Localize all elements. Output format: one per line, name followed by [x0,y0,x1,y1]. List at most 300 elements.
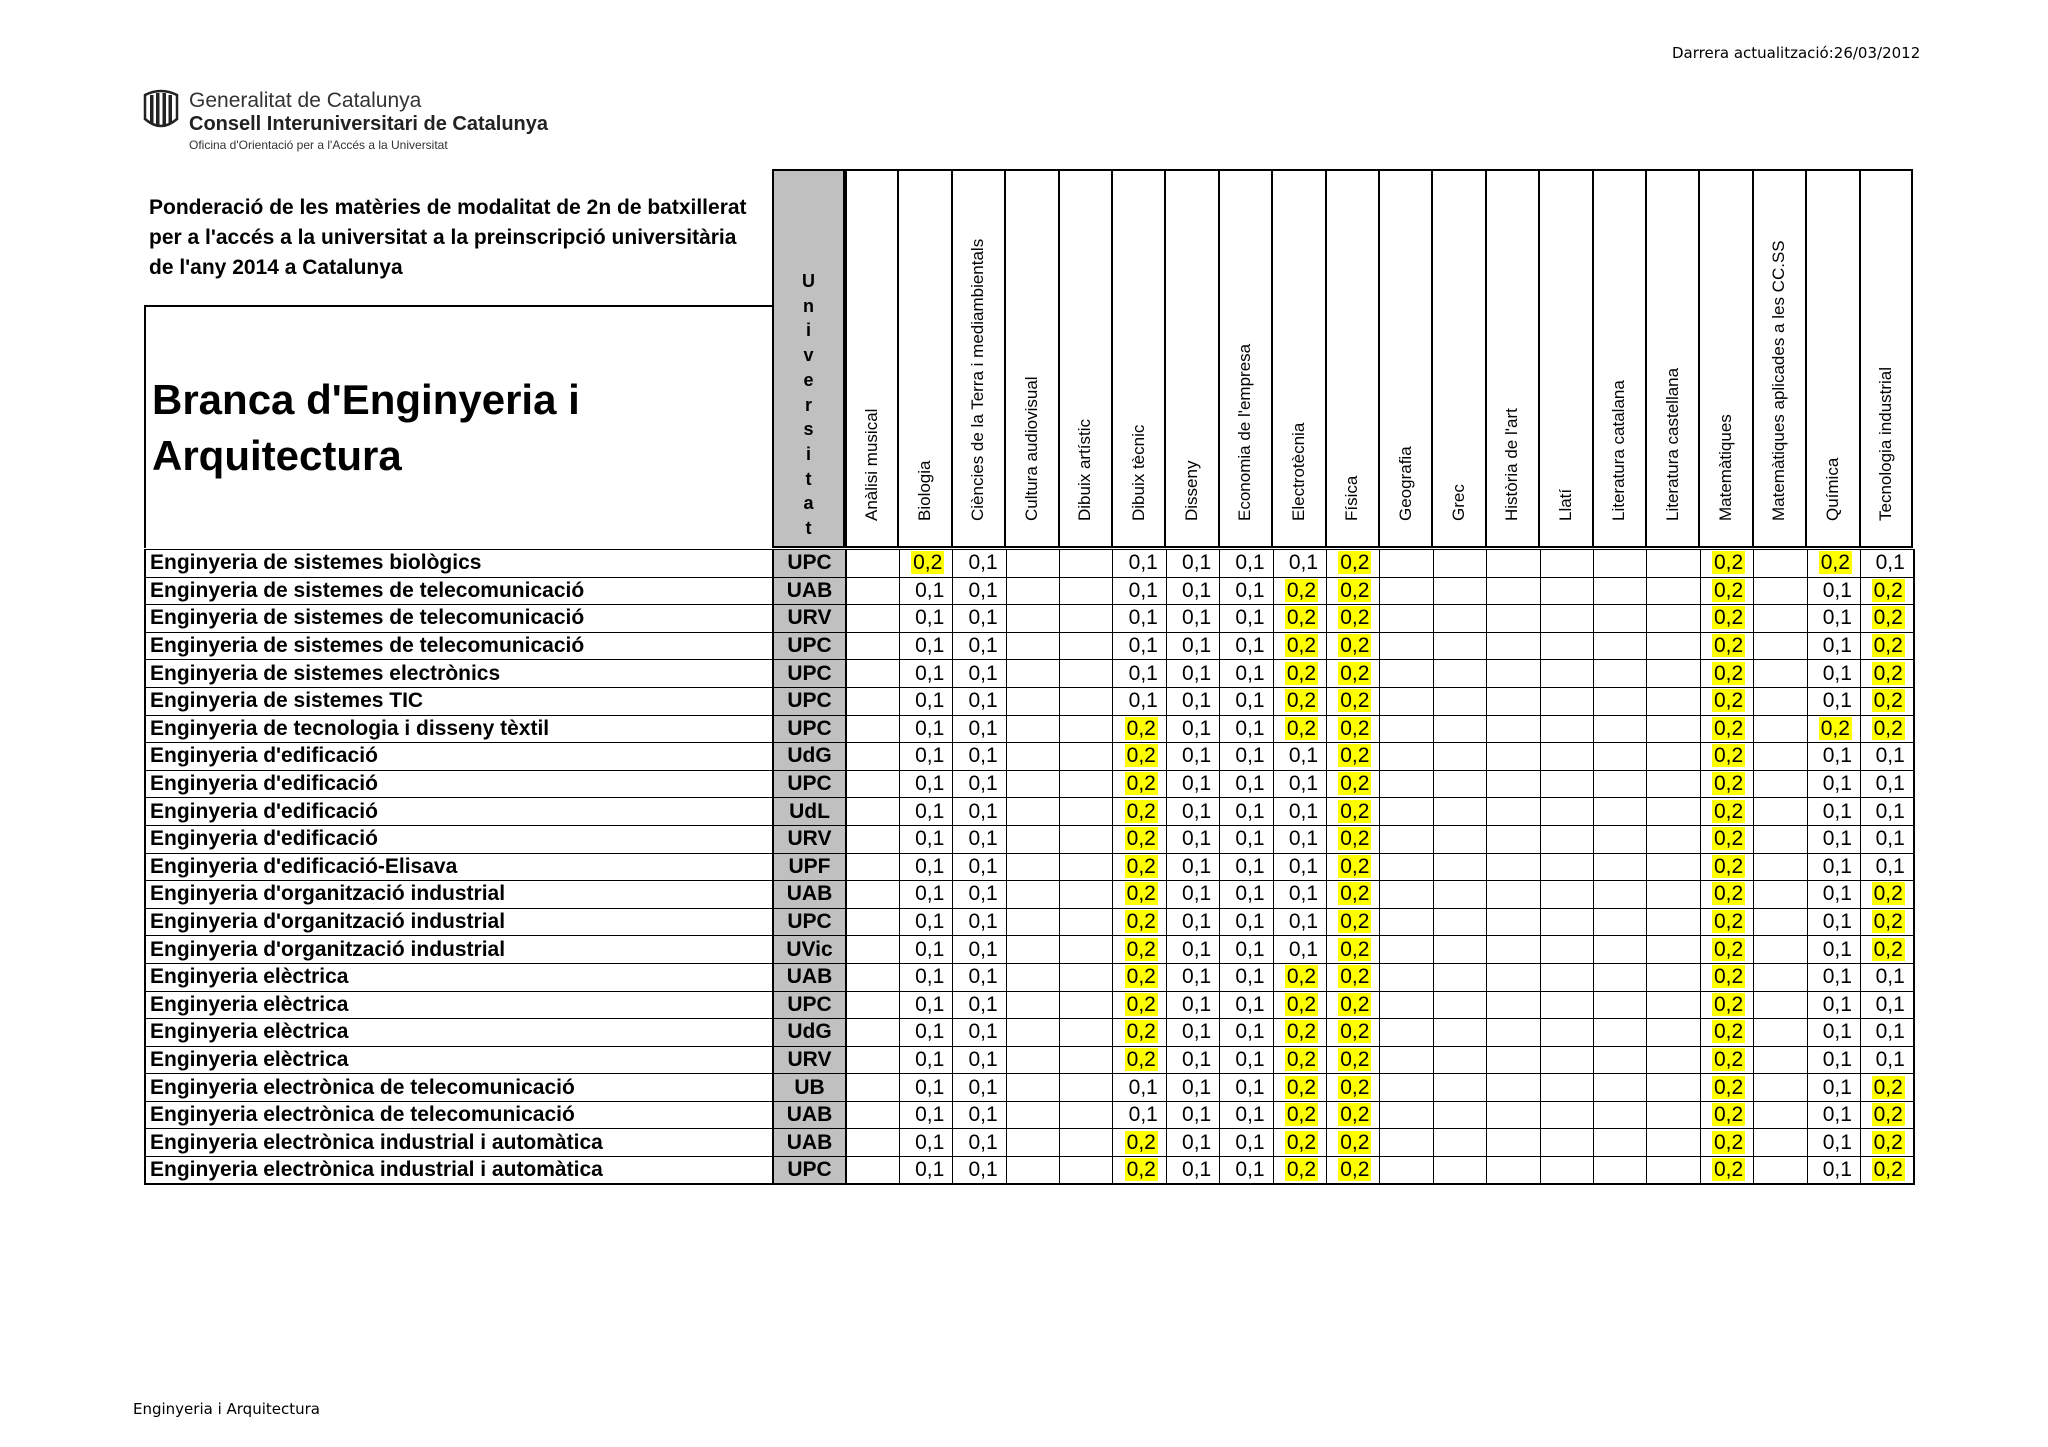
weight-cell [1273,1074,1326,1102]
weight-value: 0,1 [1822,854,1852,878]
subject-header-label: Química [1822,457,1842,521]
weight-cell [1166,605,1219,633]
weight-cell [1113,1046,1166,1074]
weight-cell [1647,660,1700,688]
weight-cell [953,1019,1006,1047]
weight-value: 0,1 [915,910,945,934]
weight-cell [1754,715,1807,743]
weight-cell [899,687,952,715]
weight-value: 0,1 [1875,992,1905,1016]
weight-cell [1060,632,1113,660]
weight-value: 0,1 [1235,1158,1265,1182]
weight-value: 0,1 [968,1020,998,1044]
subject-header [1539,169,1592,548]
weight-cell [1113,605,1166,633]
weight-cell [1220,1157,1273,1185]
weight-cell [1327,908,1380,936]
weight-cell [1807,605,1860,633]
weight-value: 0,1 [1875,772,1905,796]
weight-cell [1860,825,1913,853]
degree-name-cell: Enginyeria d'edificació [145,825,773,853]
weight-cell [1380,660,1433,688]
weight-cell [1540,1157,1593,1185]
weight-value: 0,1 [968,965,998,989]
weight-cell [1700,1074,1753,1102]
subject-header-label: Anàlisi musical [861,408,881,521]
weight-cell [1807,936,1860,964]
university-cell: URV [773,825,846,853]
weight-cell [1113,853,1166,881]
weight-cell [1113,743,1166,771]
university-cell: UPC [773,908,846,936]
weight-value: 0,1 [1875,744,1905,768]
weight-cell [1380,550,1433,578]
weight-cell [1700,770,1753,798]
weight-cell [1647,963,1700,991]
weight-cell [1113,660,1166,688]
table-row [145,963,1914,991]
weight-cell [1647,1157,1700,1185]
weight-value: 0,2 [1126,992,1156,1016]
weight-cell [1647,550,1700,578]
weight-value: 0,2 [1126,910,1156,934]
weight-cell [1380,963,1433,991]
weight-value: 0,2 [1713,992,1744,1016]
weight-value: 0,2 [1286,1075,1317,1099]
weight-cell [846,881,899,909]
weight-cell [1540,605,1593,633]
weight-value: 0,1 [968,744,998,768]
weight-cell [1754,550,1807,578]
weight-value: 0,2 [1713,910,1744,934]
weight-cell [1006,550,1059,578]
weight-value: 0,1 [1128,606,1158,630]
weight-cell [1647,1074,1700,1102]
weight-cell [1487,770,1540,798]
weight-cell [1220,825,1273,853]
weight-cell [1380,798,1433,826]
weight-cell [1433,770,1486,798]
weight-cell [1433,853,1486,881]
weight-cell [1807,1046,1860,1074]
weight-cell [1860,770,1913,798]
weight-cell [1166,1019,1219,1047]
weight-value: 0,1 [1235,1075,1265,1099]
weight-cell [1593,853,1646,881]
weight-value: 0,2 [1873,1103,1903,1127]
weight-value: 0,2 [1340,772,1370,796]
weight-cell [1540,1129,1593,1157]
weight-cell [1166,1101,1219,1129]
weight-value: 0,1 [1182,716,1212,740]
weight-cell [1060,660,1113,688]
weight-cell [846,936,899,964]
weight-value: 0,2 [1713,1130,1744,1154]
weight-value: 0,2 [1713,661,1744,685]
weight-cell [1166,881,1219,909]
weight-cell [1273,1101,1326,1129]
university-cell: UPC [773,632,846,660]
weight-value: 0,2 [1340,1047,1370,1071]
weight-cell [1593,1046,1646,1074]
degree-name-cell: Enginyeria d'organització industrial [145,936,773,964]
table-row [145,1019,1914,1047]
weight-cell [1700,577,1753,605]
weight-value: 0,2 [1340,744,1370,768]
weight-cell [1327,743,1380,771]
weight-cell [1540,908,1593,936]
weight-cell [1060,687,1113,715]
subject-header [1379,169,1432,548]
weight-value: 0,2 [1713,772,1744,796]
weight-value: 0,2 [1286,1158,1317,1182]
weight-value: 0,2 [1713,937,1744,961]
weight-cell [1860,605,1913,633]
weight-cell [899,660,952,688]
weight-value: 0,2 [1713,1075,1744,1099]
weight-cell [1487,1019,1540,1047]
table-row [145,1157,1914,1185]
weight-cell [1647,687,1700,715]
degree-name-cell: Enginyeria elèctrica [145,963,773,991]
weight-cell [1540,550,1593,578]
weight-value: 0,1 [915,772,945,796]
weight-cell [846,825,899,853]
weight-value: 0,2 [1873,689,1903,713]
weight-cell [1113,936,1166,964]
weight-cell [1166,660,1219,688]
weight-value: 0,1 [968,1158,998,1182]
weight-cell [1807,1019,1860,1047]
weight-value: 0,2 [1340,827,1370,851]
weight-cell [1273,963,1326,991]
weight-cell [1807,715,1860,743]
weight-cell [1060,1101,1113,1129]
weight-cell [1754,577,1807,605]
weight-value: 0,1 [1822,827,1852,851]
weight-value: 0,2 [1286,716,1317,740]
weight-value: 0,1 [1875,1020,1905,1044]
weight-cell [1166,550,1219,578]
weight-value: 0,2 [1126,716,1156,740]
weight-cell [1327,660,1380,688]
weight-value: 0,1 [1182,854,1212,878]
weight-cell [1113,687,1166,715]
subject-header-label: Dibuix artístic [1075,418,1095,521]
weight-value: 0,2 [1340,910,1370,934]
weight-value: 0,1 [1182,992,1212,1016]
weight-value: 0,1 [1182,772,1212,796]
subject-header [1646,169,1699,548]
subject-header [952,169,1005,548]
weight-cell [1380,577,1433,605]
weight-cell [1593,1129,1646,1157]
subject-header-label: Grec [1449,484,1469,521]
weight-value: 0,2 [1713,606,1744,630]
weight-cell [1006,743,1059,771]
weight-value: 0,2 [1340,1020,1370,1044]
weight-cell [1273,715,1326,743]
weight-cell [1540,743,1593,771]
weight-cell [1647,853,1700,881]
weight-cell [1113,1157,1166,1185]
weight-cell [1327,687,1380,715]
weight-cell [1807,825,1860,853]
weight-value: 0,1 [915,689,945,713]
weight-value: 0,1 [1128,1103,1158,1127]
university-cell: UPC [773,991,846,1019]
weight-value: 0,1 [1182,634,1212,658]
weight-cell [953,605,1006,633]
weight-cell [1006,1074,1059,1102]
weight-cell [846,991,899,1019]
weight-value: 0,1 [1182,799,1212,823]
weight-value: 0,1 [1235,661,1265,685]
weight-value: 0,1 [1182,551,1212,575]
weight-value: 0,2 [1126,854,1156,878]
subject-header [1219,169,1272,548]
weight-cell [1487,660,1540,688]
weight-cell [1647,605,1700,633]
weight-cell [1487,991,1540,1019]
weight-cell [1754,770,1807,798]
branch-title-text: Branca d'Enginyeria i Arquitectura [152,376,580,479]
weight-cell [1380,743,1433,771]
logo-text [189,90,548,151]
subject-header [1860,169,1913,548]
weight-cell [1060,798,1113,826]
weight-cell [1807,660,1860,688]
weight-cell [899,991,952,1019]
weight-cell [1060,881,1113,909]
weight-value: 0,2 [1713,965,1744,989]
weight-cell [1220,770,1273,798]
weight-cell [1220,963,1273,991]
weight-value: 0,2 [1126,965,1156,989]
weight-value: 0,2 [1126,799,1156,823]
weight-value: 0,1 [1235,772,1265,796]
weight-cell [1860,853,1913,881]
weight-cell [1860,1157,1913,1185]
weighting-table [144,549,1915,1185]
degree-name-cell: Enginyeria de sistemes de telecomunicació [145,632,773,660]
weight-value: 0,2 [1340,882,1370,906]
weight-cell [1380,1157,1433,1185]
weight-value: 0,1 [1235,1047,1265,1071]
weight-cell [1540,1101,1593,1129]
weight-value: 0,2 [1820,716,1850,740]
weight-cell [1647,577,1700,605]
weight-value: 0,2 [1340,1103,1370,1127]
weight-value: 0,2 [1873,937,1903,961]
weight-value: 0,1 [915,578,945,602]
degree-name-cell: Enginyeria d'edificació [145,798,773,826]
weight-cell [1593,1074,1646,1102]
weight-cell [1593,1019,1646,1047]
weight-cell [1220,991,1273,1019]
weight-value: 0,1 [1235,578,1265,602]
weight-cell [1754,825,1807,853]
weight-cell [1166,825,1219,853]
subject-header-label: Física [1342,475,1362,521]
weight-cell [1060,605,1113,633]
weight-value: 0,2 [1873,606,1903,630]
weight-cell [1060,1129,1113,1157]
university-cell: UAB [773,963,846,991]
weight-cell [1166,632,1219,660]
weight-value: 0,1 [1822,910,1852,934]
weight-value: 0,1 [915,716,945,740]
weight-cell [1647,908,1700,936]
weight-cell [953,550,1006,578]
degree-name-cell: Enginyeria de tecnologia i disseny tèxtil [145,715,773,743]
weight-cell [846,605,899,633]
weight-value: 0,2 [1126,1130,1156,1154]
weight-value: 0,1 [1822,606,1852,630]
weight-cell [1593,605,1646,633]
weight-value: 0,2 [1340,1158,1370,1182]
weight-cell [1273,1157,1326,1185]
weight-value: 0,1 [968,689,998,713]
weight-cell [899,550,952,578]
weight-cell [953,1157,1006,1185]
weight-cell [846,853,899,881]
weight-cell [1487,853,1540,881]
weight-cell [1113,770,1166,798]
weight-value: 0,1 [968,716,998,740]
weight-cell [1220,632,1273,660]
weight-cell [953,936,1006,964]
weight-cell [1647,743,1700,771]
weight-cell [1700,936,1753,964]
weight-value: 0,1 [968,1103,998,1127]
weight-cell [953,991,1006,1019]
weight-value: 0,2 [1340,1130,1370,1154]
weight-cell [1006,798,1059,826]
weight-cell [1540,991,1593,1019]
weight-cell [1273,743,1326,771]
weight-cell [953,963,1006,991]
university-cell: UB [773,1074,846,1102]
weight-value: 0,2 [1340,661,1370,685]
weight-cell [1860,963,1913,991]
weight-value: 0,2 [1286,606,1317,630]
degree-name-cell: Enginyeria d'edificació [145,770,773,798]
weight-cell [1006,963,1059,991]
weight-cell [899,1046,952,1074]
table-row [145,687,1914,715]
weight-cell [1487,743,1540,771]
table-row [145,853,1914,881]
weight-cell [899,577,952,605]
weight-cell [1487,1157,1540,1185]
subject-header-label: Matemàtiques [1716,414,1736,521]
weight-cell [1166,991,1219,1019]
weight-cell [1006,825,1059,853]
weight-value: 0,2 [1873,1158,1903,1182]
table-row [145,1129,1914,1157]
weight-value: 0,1 [1822,1103,1852,1127]
weight-cell [1860,632,1913,660]
weight-value: 0,1 [1235,937,1265,961]
weight-cell [1166,770,1219,798]
weight-cell [1273,550,1326,578]
weight-cell [1647,632,1700,660]
weight-value: 0,2 [1340,606,1370,630]
weight-cell [846,687,899,715]
weight-cell [1433,743,1486,771]
weight-cell [1166,936,1219,964]
weight-cell [1327,963,1380,991]
weight-value: 0,1 [968,799,998,823]
weight-value: 0,1 [1182,661,1212,685]
weight-cell [1380,632,1433,660]
weight-cell [1273,687,1326,715]
weight-cell [1273,908,1326,936]
subject-header-label: Literatura catalana [1609,380,1629,521]
weight-cell [846,715,899,743]
university-cell: UPC [773,687,846,715]
weight-cell [846,550,899,578]
weight-cell [1060,963,1113,991]
weight-value: 0,2 [1713,1047,1744,1071]
weight-cell [846,743,899,771]
weight-cell [1647,798,1700,826]
weight-value: 0,2 [1286,992,1317,1016]
weight-cell [1380,687,1433,715]
weight-cell [846,908,899,936]
weight-cell [1113,798,1166,826]
weight-value: 0,1 [1128,1075,1158,1099]
weight-value: 0,1 [915,606,945,630]
degree-name-cell: Enginyeria d'edificació-Elisava [145,853,773,881]
weight-value: 0,1 [1235,910,1265,934]
weight-value: 0,1 [1235,992,1265,1016]
weight-value: 0,2 [1340,716,1370,740]
weight-cell [1807,853,1860,881]
table-row [145,605,1914,633]
weight-cell [1593,1101,1646,1129]
weight-cell [1754,881,1807,909]
weight-cell [1273,660,1326,688]
weight-cell [1380,825,1433,853]
weight-cell [1220,1129,1273,1157]
weight-value: 0,1 [1235,716,1265,740]
subject-header [1593,169,1646,548]
weight-cell [1807,963,1860,991]
weight-cell [1487,798,1540,826]
weight-cell [1754,908,1807,936]
weight-value: 0,1 [1822,992,1852,1016]
weight-value: 0,2 [1713,578,1744,602]
weight-value: 0,1 [1182,606,1212,630]
table-row [145,1101,1914,1129]
weight-cell [1380,770,1433,798]
weight-cell [899,770,952,798]
weight-cell [1327,991,1380,1019]
weight-value: 0,1 [968,1130,998,1154]
degree-name-cell: Enginyeria elèctrica [145,991,773,1019]
weight-cell [1487,1101,1540,1129]
weight-cell [1647,881,1700,909]
weight-cell [899,963,952,991]
weight-cell [1700,1046,1753,1074]
weight-cell [1166,853,1219,881]
weight-cell [1380,853,1433,881]
weight-cell [1433,687,1486,715]
weight-cell [1647,1046,1700,1074]
weight-cell [1433,1074,1486,1102]
